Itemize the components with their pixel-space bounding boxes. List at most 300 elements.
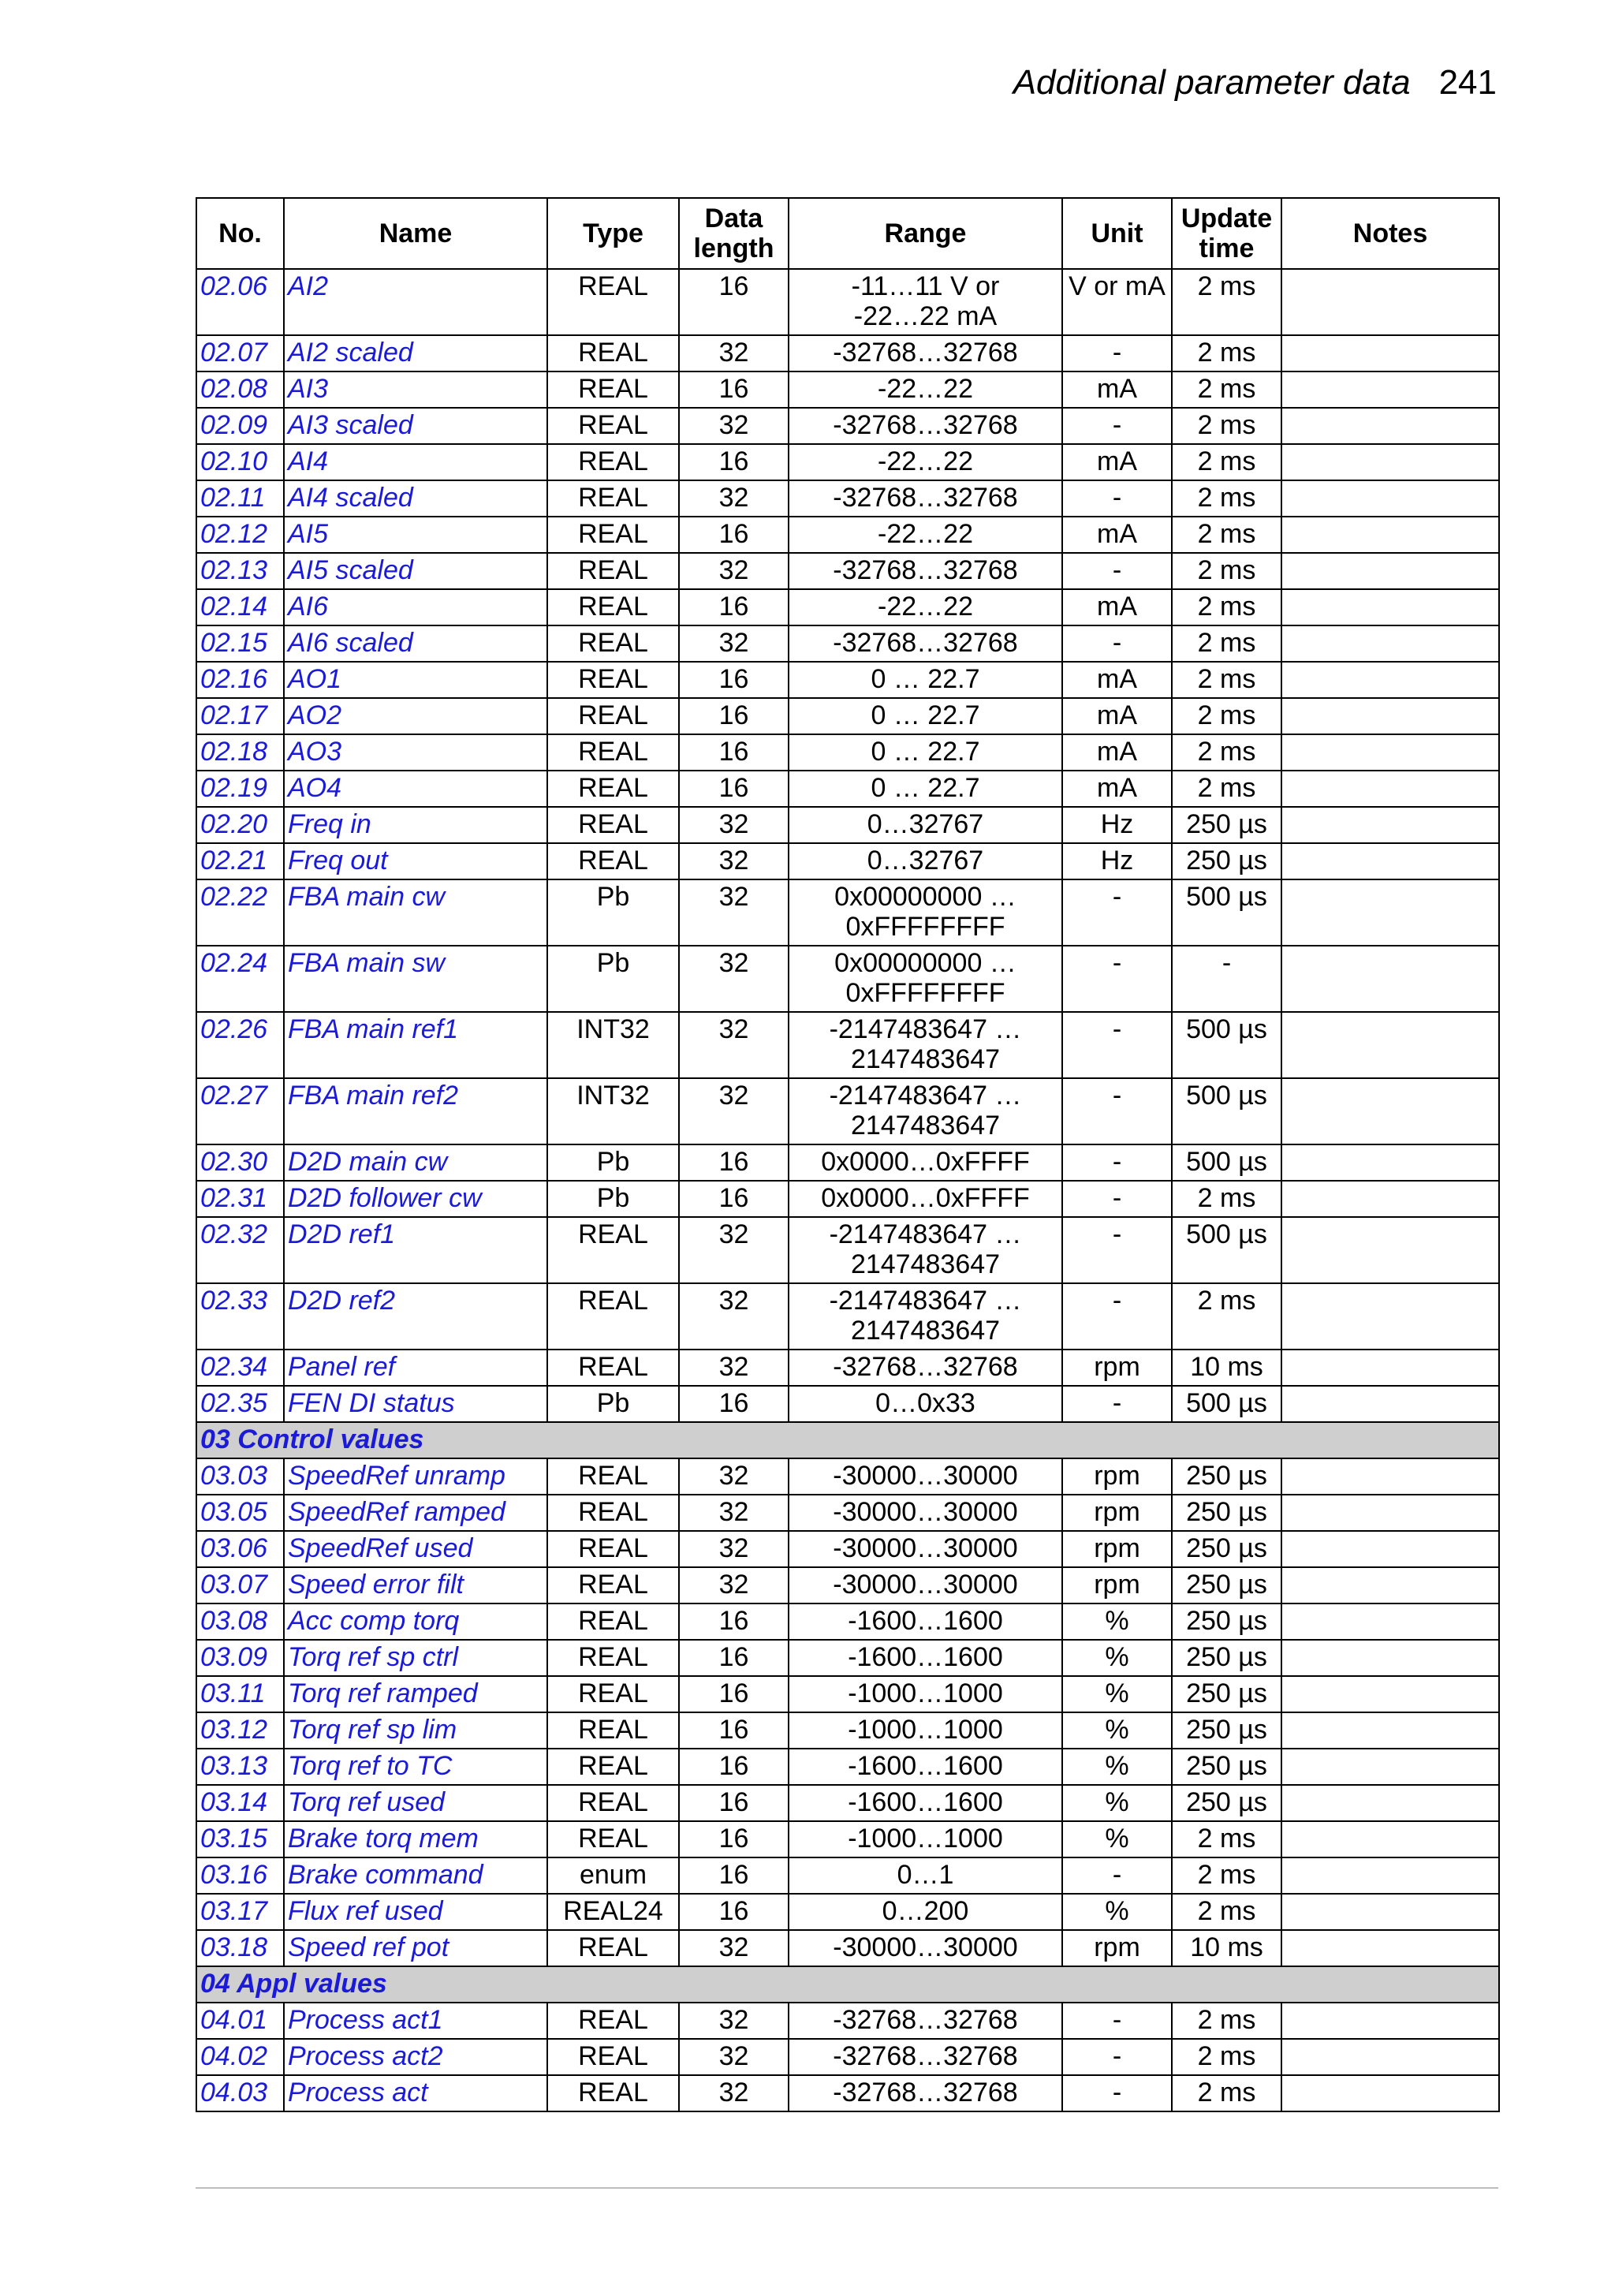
table-row	[196, 1894, 1499, 1930]
param-number-link[interactable]: 02.08	[196, 371, 284, 408]
cell-unit: -	[1062, 1386, 1172, 1422]
cell-unit: -	[1062, 1144, 1172, 1181]
cell-type: REAL	[547, 807, 679, 843]
param-name-link[interactable]: Panel ref	[284, 1350, 547, 1386]
cell-notes	[1281, 1217, 1499, 1283]
param-number-link[interactable]: 02.22	[196, 879, 284, 946]
param-name-link[interactable]: AI5	[284, 517, 547, 553]
cell-unit: mA	[1062, 734, 1172, 771]
cell-notes	[1281, 1894, 1499, 1930]
cell-type: REAL	[547, 335, 679, 371]
param-name-link[interactable]: AO1	[284, 662, 547, 698]
param-name-link[interactable]: Flux ref used	[284, 1894, 547, 1930]
cell-data-length: 32	[679, 2039, 789, 2075]
cell-unit: mA	[1062, 371, 1172, 408]
cell-unit: mA	[1062, 444, 1172, 480]
param-number-link[interactable]: 04.02	[196, 2039, 284, 2075]
cell-data-length: 16	[679, 1386, 789, 1422]
cell-notes	[1281, 335, 1499, 371]
cell-notes	[1281, 1495, 1499, 1531]
cell-data-length: 32	[679, 2003, 789, 2039]
cell-notes	[1281, 2039, 1499, 2075]
cell-data-length: 16	[679, 1749, 789, 1785]
cell-notes	[1281, 408, 1499, 444]
table-row	[196, 1386, 1499, 1422]
col-header-name: Name	[284, 198, 547, 269]
cell-unit: -	[1062, 408, 1172, 444]
cell-notes	[1281, 1078, 1499, 1144]
table-row	[196, 1676, 1499, 1712]
cell-type: INT32	[547, 1012, 679, 1078]
param-name-link[interactable]: FBA main ref1	[284, 1012, 547, 1078]
cell-notes	[1281, 1821, 1499, 1857]
cell-unit: mA	[1062, 662, 1172, 698]
cell-update-time: 2 ms	[1172, 2075, 1281, 2111]
cell-data-length: 32	[679, 1930, 789, 1966]
param-name-link[interactable]: Acc comp torq	[284, 1603, 547, 1640]
cell-update-time: 250 µs	[1172, 1458, 1281, 1495]
cell-range: -32768…32768	[789, 2039, 1062, 2075]
page-header-title: Additional parameter data	[1013, 63, 1411, 102]
param-number-link[interactable]: 02.07	[196, 335, 284, 371]
cell-unit: rpm	[1062, 1531, 1172, 1567]
cell-unit: rpm	[1062, 1350, 1172, 1386]
cell-range: -1000…1000	[789, 1712, 1062, 1749]
cell-unit: -	[1062, 1283, 1172, 1350]
table-header-row	[196, 198, 1499, 269]
cell-notes	[1281, 879, 1499, 946]
cell-range: -32768…32768	[789, 408, 1062, 444]
table-row	[196, 1640, 1499, 1676]
param-name-link[interactable]: FBA main sw	[284, 946, 547, 1012]
cell-type: REAL	[547, 1283, 679, 1350]
cell-range: -30000…30000	[789, 1567, 1062, 1603]
cell-range: -22…22	[789, 444, 1062, 480]
param-name-link[interactable]: Speed error filt	[284, 1567, 547, 1603]
param-number-link[interactable]: 03.08	[196, 1603, 284, 1640]
param-name-link[interactable]: D2D ref1	[284, 1217, 547, 1283]
col-header-notes: Notes	[1281, 198, 1499, 269]
cell-range: 0 … 22.7	[789, 698, 1062, 734]
param-name-link[interactable]: Torq ref ramped	[284, 1676, 547, 1712]
param-number-link[interactable]: 02.31	[196, 1181, 284, 1217]
param-name-link[interactable]: AI4 scaled	[284, 480, 547, 517]
param-number-link[interactable]: 02.15	[196, 625, 284, 662]
page-header	[1013, 63, 1497, 103]
cell-update-time: 2 ms	[1172, 1283, 1281, 1350]
cell-data-length: 32	[679, 843, 789, 879]
param-number-link[interactable]: 02.34	[196, 1350, 284, 1386]
cell-notes	[1281, 1144, 1499, 1181]
cell-update-time: 500 µs	[1172, 1386, 1281, 1422]
cell-type: REAL	[547, 771, 679, 807]
param-name-link[interactable]: Speed ref pot	[284, 1930, 547, 1966]
cell-update-time: 2 ms	[1172, 1821, 1281, 1857]
cell-data-length: 32	[679, 335, 789, 371]
cell-range: -32768…32768	[789, 625, 1062, 662]
cell-data-length: 32	[679, 553, 789, 589]
param-number-link[interactable]: 02.30	[196, 1144, 284, 1181]
cell-range: 0…32767	[789, 843, 1062, 879]
param-number-link[interactable]: 04.03	[196, 2075, 284, 2111]
cell-type: REAL	[547, 1749, 679, 1785]
param-number-link[interactable]: 03.17	[196, 1894, 284, 1930]
cell-unit: Hz	[1062, 807, 1172, 843]
cell-data-length: 32	[679, 1458, 789, 1495]
cell-unit: -	[1062, 946, 1172, 1012]
cell-unit: %	[1062, 1894, 1172, 1930]
cell-data-length: 16	[679, 1603, 789, 1640]
cell-type: REAL	[547, 2003, 679, 2039]
cell-range: 0 … 22.7	[789, 734, 1062, 771]
param-number-link[interactable]: 03.13	[196, 1749, 284, 1785]
param-number-link[interactable]: 02.18	[196, 734, 284, 771]
cell-unit: mA	[1062, 698, 1172, 734]
param-number-link[interactable]: 02.11	[196, 480, 284, 517]
param-name-link[interactable]: AI6 scaled	[284, 625, 547, 662]
cell-range: -2147483647 … 2147483647	[789, 1078, 1062, 1144]
cell-range: -32768…32768	[789, 2003, 1062, 2039]
table-row	[196, 1350, 1499, 1386]
param-number-link[interactable]: 02.19	[196, 771, 284, 807]
cell-type: REAL	[547, 2039, 679, 2075]
param-name-link[interactable]: Torq ref sp ctrl	[284, 1640, 547, 1676]
cell-notes	[1281, 734, 1499, 771]
param-number-link[interactable]: 02.09	[196, 408, 284, 444]
param-number-link[interactable]: 03.07	[196, 1567, 284, 1603]
cell-data-length: 16	[679, 371, 789, 408]
param-number-link[interactable]: 02.14	[196, 589, 284, 625]
table-row	[196, 444, 1499, 480]
cell-type: REAL	[547, 2075, 679, 2111]
cell-range: -2147483647 … 2147483647	[789, 1283, 1062, 1350]
table-row	[196, 734, 1499, 771]
param-name-link[interactable]: AI2	[284, 269, 547, 335]
cell-unit: %	[1062, 1821, 1172, 1857]
cell-type: Pb	[547, 1181, 679, 1217]
cell-data-length: 32	[679, 1217, 789, 1283]
cell-type: REAL	[547, 625, 679, 662]
param-number-link[interactable]: 02.24	[196, 946, 284, 1012]
cell-notes	[1281, 1857, 1499, 1894]
cell-unit: -	[1062, 879, 1172, 946]
cell-range: -22…22	[789, 517, 1062, 553]
param-name-link[interactable]: Process act2	[284, 2039, 547, 2075]
cell-data-length: 16	[679, 662, 789, 698]
cell-data-length: 16	[679, 1712, 789, 1749]
cell-range: 0…0x33	[789, 1386, 1062, 1422]
cell-unit: rpm	[1062, 1930, 1172, 1966]
cell-data-length: 32	[679, 1567, 789, 1603]
table-row	[196, 1930, 1499, 1966]
cell-data-length: 16	[679, 589, 789, 625]
param-number-link[interactable]: 02.27	[196, 1078, 284, 1144]
param-name-link[interactable]: Process act	[284, 2075, 547, 2111]
cell-data-length: 16	[679, 269, 789, 335]
cell-update-time: 250 µs	[1172, 1531, 1281, 1567]
cell-type: REAL	[547, 698, 679, 734]
cell-range: -30000…30000	[789, 1930, 1062, 1966]
param-number-link[interactable]: 02.20	[196, 807, 284, 843]
cell-range: -1000…1000	[789, 1821, 1062, 1857]
cell-data-length: 16	[679, 1821, 789, 1857]
param-number-link[interactable]: 04.01	[196, 2003, 284, 2039]
cell-update-time: 500 µs	[1172, 1012, 1281, 1078]
table-row	[196, 879, 1499, 946]
param-name-link[interactable]: SpeedRef used	[284, 1531, 547, 1567]
param-number-link[interactable]: 03.15	[196, 1821, 284, 1857]
cell-range: 0x0000…0xFFFF	[789, 1181, 1062, 1217]
cell-range: 0…32767	[789, 807, 1062, 843]
table-row	[196, 1078, 1499, 1144]
cell-data-length: 16	[679, 517, 789, 553]
param-number-link[interactable]: 02.33	[196, 1283, 284, 1350]
param-name-link[interactable]: Brake command	[284, 1857, 547, 1894]
cell-range: -22…22	[789, 589, 1062, 625]
cell-unit: %	[1062, 1640, 1172, 1676]
cell-type: Pb	[547, 1386, 679, 1422]
cell-type: REAL	[547, 1603, 679, 1640]
table-row	[196, 698, 1499, 734]
table-row	[196, 1857, 1499, 1894]
cell-notes	[1281, 1749, 1499, 1785]
param-number-link[interactable]: 03.05	[196, 1495, 284, 1531]
cell-unit: -	[1062, 1078, 1172, 1144]
param-name-link[interactable]: Torq ref used	[284, 1785, 547, 1821]
col-header-range: Range	[789, 198, 1062, 269]
cell-range: -1600…1600	[789, 1749, 1062, 1785]
param-name-link[interactable]: AO2	[284, 698, 547, 734]
param-name-link[interactable]: FBA main cw	[284, 879, 547, 946]
section-row	[196, 1422, 1499, 1458]
param-name-link[interactable]: AO4	[284, 771, 547, 807]
cell-data-length: 16	[679, 444, 789, 480]
cell-range: 0 … 22.7	[789, 662, 1062, 698]
section-title: 04 Appl values	[196, 1966, 1499, 2003]
table-row	[196, 1749, 1499, 1785]
cell-unit: -	[1062, 2075, 1172, 2111]
param-name-link[interactable]: SpeedRef unramp	[284, 1458, 547, 1495]
cell-type: REAL	[547, 1785, 679, 1821]
param-number-link[interactable]: 02.17	[196, 698, 284, 734]
param-number-link[interactable]: 03.09	[196, 1640, 284, 1676]
cell-data-length: 32	[679, 625, 789, 662]
param-number-link[interactable]: 02.16	[196, 662, 284, 698]
cell-range: -2147483647 … 2147483647	[789, 1217, 1062, 1283]
table-row	[196, 269, 1499, 335]
cell-unit: -	[1062, 480, 1172, 517]
cell-update-time: 2 ms	[1172, 335, 1281, 371]
cell-update-time: 250 µs	[1172, 1749, 1281, 1785]
table-row	[196, 480, 1499, 517]
param-name-link[interactable]: AI3 scaled	[284, 408, 547, 444]
cell-notes	[1281, 662, 1499, 698]
cell-notes	[1281, 1676, 1499, 1712]
param-number-link[interactable]: 02.35	[196, 1386, 284, 1422]
cell-unit: %	[1062, 1676, 1172, 1712]
cell-data-length: 32	[679, 1531, 789, 1567]
table-row	[196, 807, 1499, 843]
param-number-link[interactable]: 03.03	[196, 1458, 284, 1495]
cell-range: -30000…30000	[789, 1495, 1062, 1531]
param-number-link[interactable]: 03.18	[196, 1930, 284, 1966]
cell-range: 0 … 22.7	[789, 771, 1062, 807]
table-row	[196, 771, 1499, 807]
table-row	[196, 1712, 1499, 1749]
cell-notes	[1281, 1386, 1499, 1422]
cell-unit: rpm	[1062, 1495, 1172, 1531]
section-title: 03 Control values	[196, 1422, 1499, 1458]
param-name-link[interactable]: AI6	[284, 589, 547, 625]
col-header-update-time: Update time	[1172, 198, 1281, 269]
cell-range: -1600…1600	[789, 1603, 1062, 1640]
cell-notes	[1281, 1350, 1499, 1386]
cell-unit: mA	[1062, 771, 1172, 807]
cell-data-length: 32	[679, 2075, 789, 2111]
table-row	[196, 1821, 1499, 1857]
table-row	[196, 1531, 1499, 1567]
param-number-link[interactable]: 02.13	[196, 553, 284, 589]
param-number-link[interactable]: 03.16	[196, 1857, 284, 1894]
param-name-link[interactable]: AI4	[284, 444, 547, 480]
cell-data-length: 16	[679, 698, 789, 734]
cell-range: -32768…32768	[789, 2075, 1062, 2111]
table-row	[196, 335, 1499, 371]
cell-range: -22…22	[789, 371, 1062, 408]
cell-type: REAL	[547, 1217, 679, 1283]
cell-notes	[1281, 1567, 1499, 1603]
cell-unit: -	[1062, 625, 1172, 662]
cell-notes	[1281, 2075, 1499, 2111]
table-row	[196, 408, 1499, 444]
param-name-link[interactable]: D2D follower cw	[284, 1181, 547, 1217]
cell-update-time: 2 ms	[1172, 1857, 1281, 1894]
cell-update-time: -	[1172, 946, 1281, 1012]
cell-unit: %	[1062, 1603, 1172, 1640]
cell-update-time: 2 ms	[1172, 589, 1281, 625]
cell-unit: mA	[1062, 589, 1172, 625]
param-name-link[interactable]: SpeedRef ramped	[284, 1495, 547, 1531]
table-row	[196, 946, 1499, 1012]
param-name-link[interactable]: AI2 scaled	[284, 335, 547, 371]
cell-update-time: 500 µs	[1172, 879, 1281, 946]
param-number-link[interactable]: 02.32	[196, 1217, 284, 1283]
table-row	[196, 371, 1499, 408]
cell-unit: -	[1062, 2003, 1172, 2039]
cell-range: 0…200	[789, 1894, 1062, 1930]
cell-update-time: 250 µs	[1172, 1495, 1281, 1531]
param-name-link[interactable]: AO3	[284, 734, 547, 771]
col-header-type: Type	[547, 198, 679, 269]
cell-update-time: 2 ms	[1172, 444, 1281, 480]
cell-notes	[1281, 1458, 1499, 1495]
param-number-link[interactable]: 02.21	[196, 843, 284, 879]
table-row	[196, 2003, 1499, 2039]
param-number-link[interactable]: 03.14	[196, 1785, 284, 1821]
param-number-link[interactable]: 02.06	[196, 269, 284, 335]
param-name-link[interactable]: AI5 scaled	[284, 553, 547, 589]
cell-notes	[1281, 698, 1499, 734]
table-row	[196, 1495, 1499, 1531]
table-row	[196, 1012, 1499, 1078]
cell-notes	[1281, 480, 1499, 517]
param-name-link[interactable]: FBA main ref2	[284, 1078, 547, 1144]
section-row	[196, 1966, 1499, 2003]
cell-data-length: 16	[679, 771, 789, 807]
param-name-link[interactable]: FEN DI status	[284, 1386, 547, 1422]
cell-update-time: 2 ms	[1172, 734, 1281, 771]
cell-range: -30000…30000	[789, 1458, 1062, 1495]
col-header-unit: Unit	[1062, 198, 1172, 269]
table-row	[196, 1181, 1499, 1217]
cell-notes	[1281, 371, 1499, 408]
cell-type: REAL	[547, 1567, 679, 1603]
param-name-link[interactable]: Freq in	[284, 807, 547, 843]
cell-type: REAL	[547, 1640, 679, 1676]
cell-notes	[1281, 1640, 1499, 1676]
param-number-link[interactable]: 03.11	[196, 1676, 284, 1712]
param-name-link[interactable]: Process act1	[284, 2003, 547, 2039]
cell-data-length: 32	[679, 807, 789, 843]
cell-update-time: 2 ms	[1172, 553, 1281, 589]
table-row	[196, 1217, 1499, 1283]
cell-type: REAL	[547, 843, 679, 879]
param-number-link[interactable]: 02.26	[196, 1012, 284, 1078]
cell-update-time: 250 µs	[1172, 1640, 1281, 1676]
cell-update-time: 2 ms	[1172, 2003, 1281, 2039]
param-number-link[interactable]: 03.12	[196, 1712, 284, 1749]
param-number-link[interactable]: 02.10	[196, 444, 284, 480]
cell-unit: -	[1062, 1012, 1172, 1078]
cell-notes	[1281, 1012, 1499, 1078]
cell-type: REAL	[547, 371, 679, 408]
cell-unit: rpm	[1062, 1458, 1172, 1495]
cell-notes	[1281, 1283, 1499, 1350]
param-number-link[interactable]: 02.12	[196, 517, 284, 553]
cell-range: -32768…32768	[789, 480, 1062, 517]
table-row	[196, 553, 1499, 589]
cell-unit: -	[1062, 553, 1172, 589]
cell-range: -11…11 V or -22…22 mA	[789, 269, 1062, 335]
param-name-link[interactable]: Torq ref sp lim	[284, 1712, 547, 1749]
param-name-link[interactable]: D2D ref2	[284, 1283, 547, 1350]
cell-unit: rpm	[1062, 1567, 1172, 1603]
footer-rule	[196, 2187, 1498, 2189]
cell-type: REAL	[547, 662, 679, 698]
cell-notes	[1281, 1785, 1499, 1821]
param-name-link[interactable]: Torq ref to TC	[284, 1749, 547, 1785]
param-number-link[interactable]: 03.06	[196, 1531, 284, 1567]
cell-range: 0x0000…0xFFFF	[789, 1144, 1062, 1181]
cell-type: REAL	[547, 589, 679, 625]
cell-notes	[1281, 1603, 1499, 1640]
cell-update-time: 2 ms	[1172, 1181, 1281, 1217]
cell-type: REAL	[547, 480, 679, 517]
cell-range: -32768…32768	[789, 553, 1062, 589]
cell-range: -30000…30000	[789, 1531, 1062, 1567]
cell-type: INT32	[547, 1078, 679, 1144]
cell-type: enum	[547, 1857, 679, 1894]
cell-data-length: 32	[679, 408, 789, 444]
param-name-link[interactable]: Brake torq mem	[284, 1821, 547, 1857]
cell-type: REAL	[547, 553, 679, 589]
param-name-link[interactable]: D2D main cw	[284, 1144, 547, 1181]
cell-unit: Hz	[1062, 843, 1172, 879]
table-row	[196, 1458, 1499, 1495]
param-name-link[interactable]: AI3	[284, 371, 547, 408]
param-name-link[interactable]: Freq out	[284, 843, 547, 879]
cell-data-length: 32	[679, 879, 789, 946]
